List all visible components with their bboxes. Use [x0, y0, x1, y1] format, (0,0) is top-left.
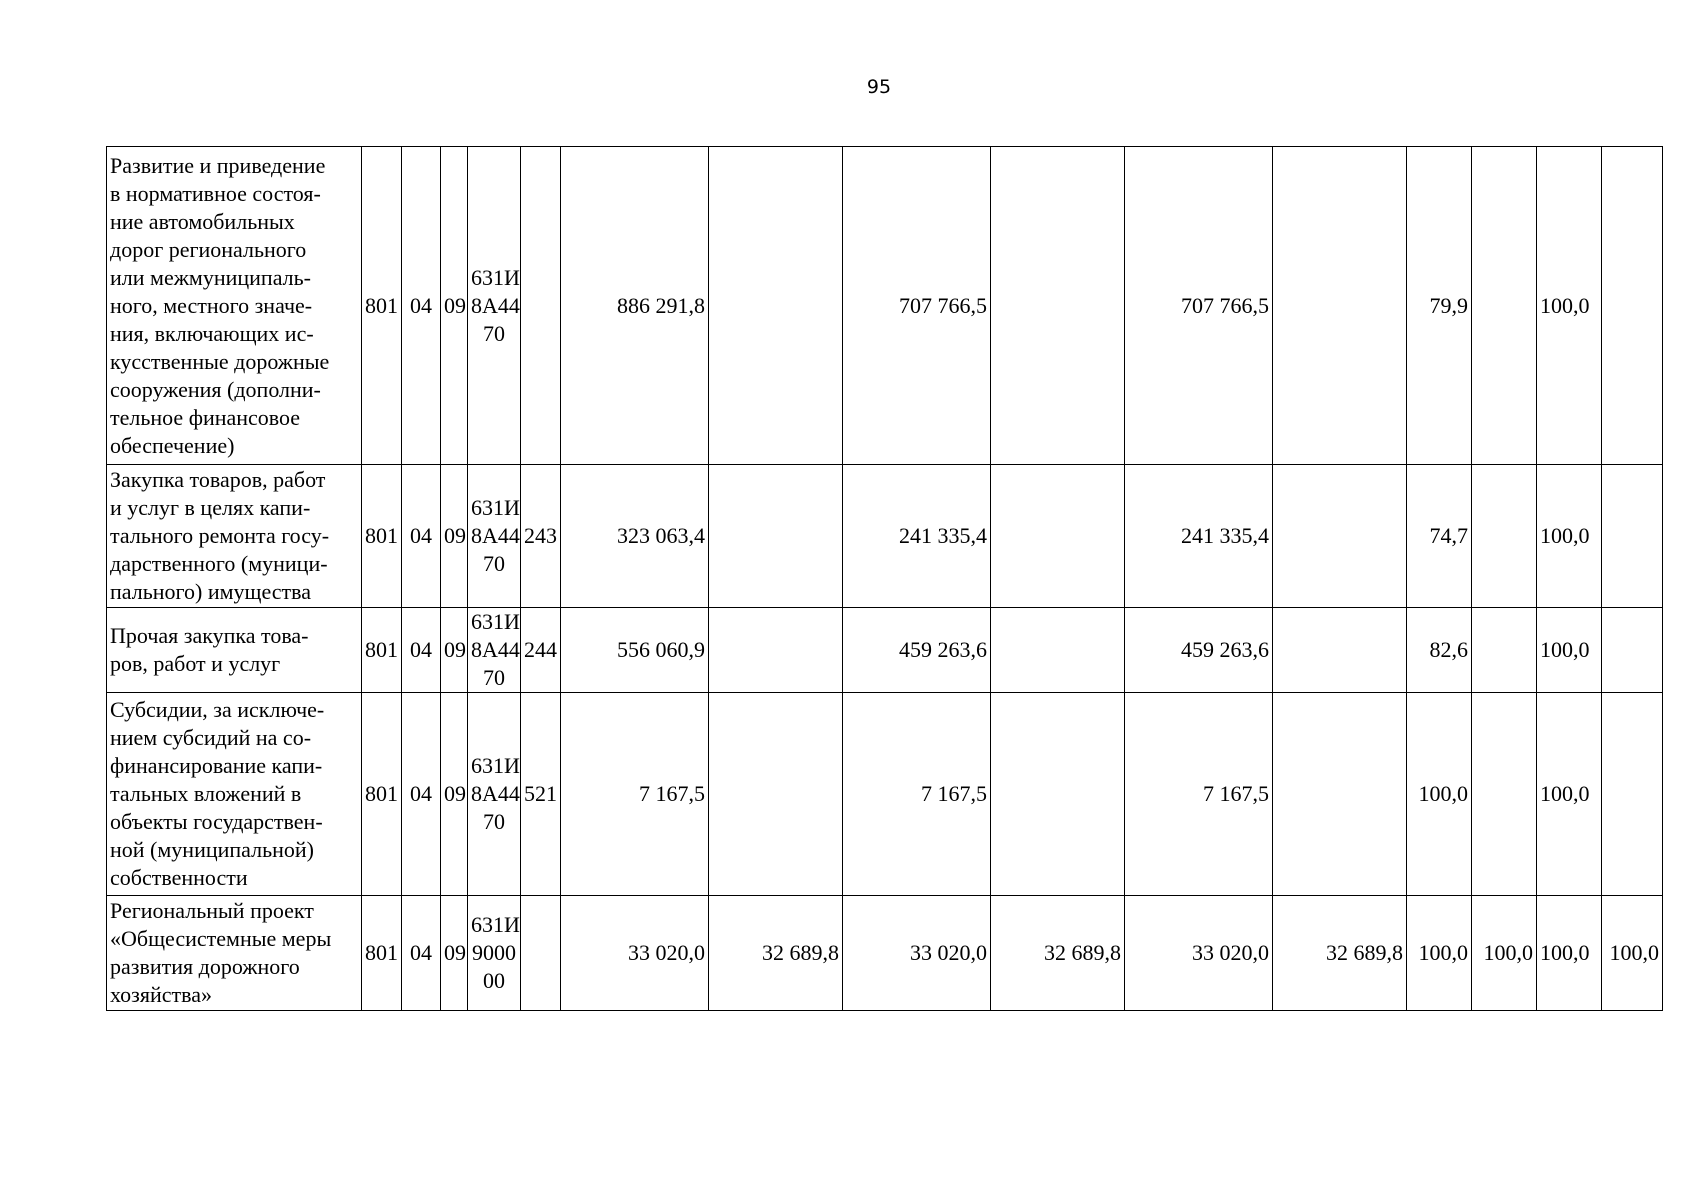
row-name-line: ния, включающих ис-	[110, 320, 314, 346]
grbs-cell: 801	[362, 896, 402, 1011]
percent-approved-cell: 100,0	[1537, 465, 1602, 608]
section-cell: 04	[402, 693, 441, 896]
target-article-line: 9000	[472, 940, 516, 965]
table-row	[107, 693, 1663, 896]
section-cell: 04	[402, 896, 441, 1011]
target-article-line: 70	[483, 551, 505, 576]
target-article-line: 8А44	[471, 292, 520, 318]
percent-approved-cell: 100,0	[1537, 608, 1602, 693]
row-name-line: тальных вложений в	[110, 781, 302, 806]
row-name-line: «Общесистемные меры	[110, 926, 332, 951]
target-article-line: 70	[483, 665, 505, 690]
subsection-cell: 09	[441, 896, 468, 1011]
table-row	[107, 465, 1663, 608]
row-name-cell	[107, 896, 362, 1011]
approved-federal-cell	[991, 465, 1125, 608]
target-article-line: 631И	[471, 912, 520, 937]
row-name-cell	[107, 693, 362, 896]
row-name-line: финансирование капи-	[110, 753, 323, 778]
row-name-line: собственности	[110, 865, 248, 890]
executed-federal-cell	[1273, 608, 1407, 693]
target-article-line: 00	[483, 968, 505, 993]
plan-amount-cell: 556 060,9	[561, 608, 709, 693]
approved-amount-cell: 7 167,5	[843, 693, 991, 896]
approved-federal-cell	[991, 693, 1125, 896]
percent-approved-federal-cell	[1602, 147, 1663, 465]
percent-approved-cell: 100,0	[1537, 693, 1602, 896]
plan-amount-cell: 323 063,4	[561, 465, 709, 608]
grbs-cell: 801	[362, 693, 402, 896]
row-name-line: сооружения (дополни-	[110, 376, 321, 402]
plan-federal-cell	[709, 465, 843, 608]
percent-approved-federal-cell	[1602, 465, 1663, 608]
percent-approved-federal-cell	[1602, 608, 1663, 693]
expense-type-cell: 244	[521, 608, 561, 693]
target-article-line: 8А44	[471, 637, 520, 662]
plan-federal-cell	[709, 147, 843, 465]
approved-amount-cell: 33 020,0	[843, 896, 991, 1011]
executed-federal-cell	[1273, 147, 1407, 465]
executed-amount-cell: 7 167,5	[1125, 693, 1273, 896]
row-name-line: обеспечение)	[110, 432, 235, 458]
section-cell: 04	[402, 147, 441, 465]
grbs-cell: 801	[362, 147, 402, 465]
table-row	[107, 147, 1663, 465]
executed-amount-cell: 459 263,6	[1125, 608, 1273, 693]
approved-amount-cell: 707 766,5	[843, 147, 991, 465]
expense-type-cell: 521	[521, 693, 561, 896]
percent-approved-cell: 100,0	[1537, 896, 1602, 1011]
executed-federal-cell: 32 689,8	[1273, 896, 1407, 1011]
percent-plan-cell: 100,0	[1407, 896, 1472, 1011]
row-name-line: дорог регионального	[110, 236, 307, 262]
expense-type-cell: 243	[521, 465, 561, 608]
percent-approved-cell: 100,0	[1537, 147, 1602, 465]
target-article-line: 631И	[471, 264, 520, 290]
subsection-cell: 09	[441, 147, 468, 465]
row-name-line: ной (муниципальной)	[110, 837, 315, 862]
target-article-line: 70	[483, 809, 505, 834]
row-name-line: объекты государствен-	[110, 809, 323, 834]
table-row	[107, 896, 1663, 1011]
row-name-line: хозяйства»	[110, 982, 212, 1007]
percent-plan-cell: 79,9	[1407, 147, 1472, 465]
row-name-line: и услуг в целях капи-	[110, 495, 311, 520]
row-name-line: пального) имущества	[110, 579, 312, 604]
percent-plan-federal-cell: 100,0	[1472, 896, 1537, 1011]
percent-plan-federal-cell	[1472, 147, 1537, 465]
percent-plan-cell: 74,7	[1407, 465, 1472, 608]
target-article-cell	[468, 147, 521, 465]
budget-table	[106, 146, 1663, 1011]
executed-federal-cell	[1273, 465, 1407, 608]
subsection-cell: 09	[441, 608, 468, 693]
approved-federal-cell	[991, 608, 1125, 693]
target-article-cell	[468, 896, 521, 1011]
approved-amount-cell: 241 335,4	[843, 465, 991, 608]
row-name-line: дарственного (муници-	[110, 551, 328, 576]
row-name-line: тального ремонта госу-	[110, 523, 330, 548]
executed-federal-cell	[1273, 693, 1407, 896]
percent-plan-cell: 100,0	[1407, 693, 1472, 896]
row-name-cell	[107, 465, 362, 608]
section-cell: 04	[402, 465, 441, 608]
table-row	[107, 608, 1663, 693]
target-article-cell	[468, 693, 521, 896]
percent-plan-federal-cell	[1472, 608, 1537, 693]
target-article-line: 631И	[471, 609, 520, 634]
expense-type-cell	[521, 147, 561, 465]
grbs-cell: 801	[362, 465, 402, 608]
table-body	[107, 147, 1663, 1011]
page-number: 95	[866, 76, 892, 98]
subsection-cell: 09	[441, 465, 468, 608]
target-article-line: 631И	[471, 495, 520, 520]
row-name-line: ние автомобильных	[110, 208, 295, 234]
subsection-cell: 09	[441, 693, 468, 896]
row-name-line: ного, местного значе-	[110, 292, 313, 318]
percent-plan-federal-cell	[1472, 465, 1537, 608]
target-article-cell	[468, 465, 521, 608]
row-name-cell	[107, 608, 362, 693]
plan-amount-cell: 7 167,5	[561, 693, 709, 896]
grbs-cell: 801	[362, 608, 402, 693]
executed-amount-cell: 707 766,5	[1125, 147, 1273, 465]
row-name-cell	[107, 147, 362, 465]
row-name-line: ров, работ и услуг	[110, 651, 281, 676]
target-article-line: 631И	[471, 753, 520, 778]
percent-plan-cell: 82,6	[1407, 608, 1472, 693]
approved-federal-cell	[991, 147, 1125, 465]
approved-amount-cell: 459 263,6	[843, 608, 991, 693]
target-article-cell	[468, 608, 521, 693]
plan-federal-cell: 32 689,8	[709, 896, 843, 1011]
percent-plan-federal-cell	[1472, 693, 1537, 896]
row-name-line: Региональный проект	[110, 898, 314, 923]
row-name-line: Прочая закупка това-	[110, 623, 309, 648]
executed-amount-cell: 241 335,4	[1125, 465, 1273, 608]
row-name-line: Субсидии, за исключе-	[110, 697, 325, 722]
executed-amount-cell: 33 020,0	[1125, 896, 1273, 1011]
section-cell: 04	[402, 608, 441, 693]
row-name-line: Закупка товаров, работ	[110, 467, 326, 492]
plan-amount-cell: 886 291,8	[561, 147, 709, 465]
row-name-line: или межмуниципаль-	[110, 264, 311, 290]
row-name-line: тельное финансовое	[110, 404, 301, 430]
target-article-line: 8А44	[471, 523, 520, 548]
plan-amount-cell: 33 020,0	[561, 896, 709, 1011]
row-name-line: Развитие и приведение	[110, 152, 326, 178]
percent-approved-federal-cell	[1602, 693, 1663, 896]
row-name-line: нием субсидий на со-	[110, 725, 312, 750]
plan-federal-cell	[709, 693, 843, 896]
expense-type-cell	[521, 896, 561, 1011]
row-name-line: в нормативное состоя-	[110, 180, 321, 206]
row-name-line: развития дорожного	[110, 954, 300, 979]
approved-federal-cell: 32 689,8	[991, 896, 1125, 1011]
percent-approved-federal-cell: 100,0	[1602, 896, 1663, 1011]
row-name-line: кусственные дорожные	[110, 348, 330, 374]
target-article-line: 8А44	[471, 781, 520, 806]
target-article-line: 70	[483, 320, 505, 346]
plan-federal-cell	[709, 608, 843, 693]
